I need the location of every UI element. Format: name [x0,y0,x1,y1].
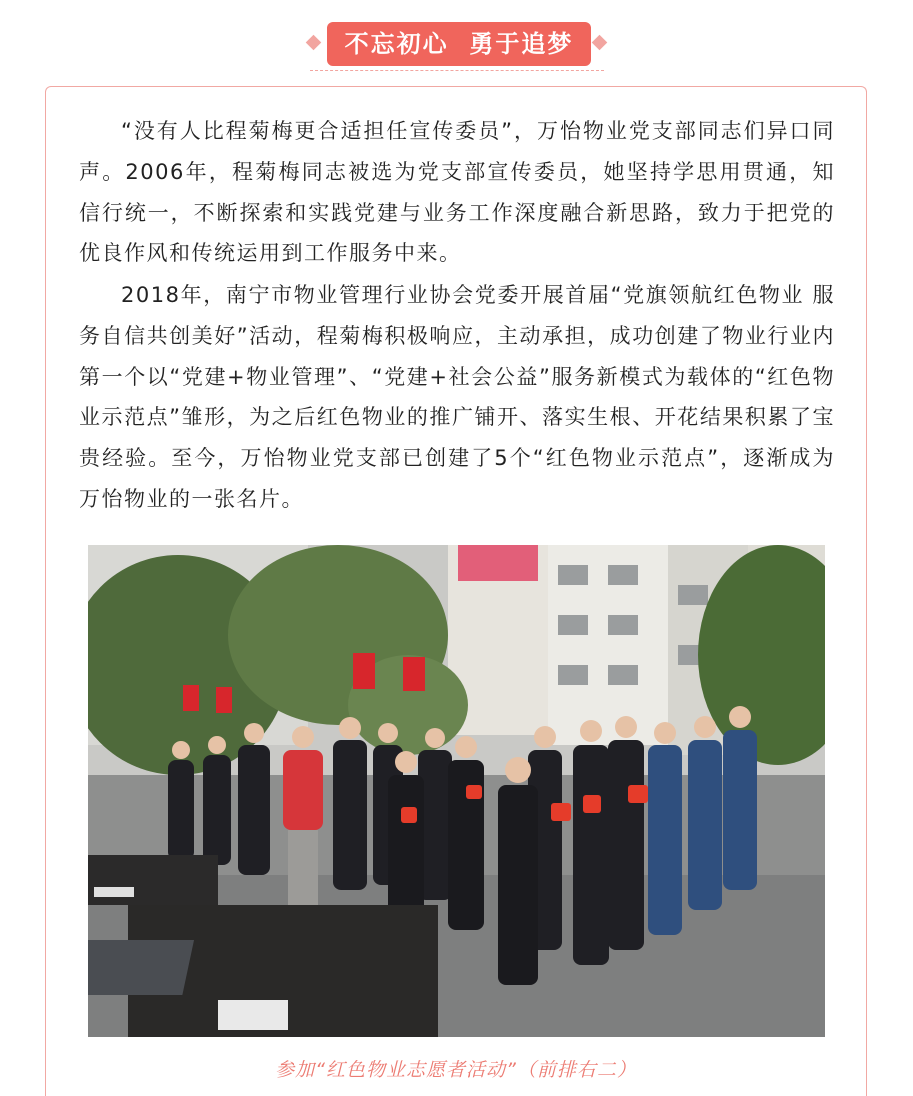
event-photo [88,545,825,1037]
article-card [45,86,867,1096]
event-photo-illustration [88,545,825,1037]
title-divider [310,70,604,71]
article-paragraph-1: “没有人比程菊梅更合适担任宣传委员”，万怡物业党支部同志们异口同声。2006年，程菊梅同志被选为党支部宣传委员，她坚持学思用贯通，知信行统一，不断探索和实践党建与业务工作深度融合新思路，致力于把党的优良作风和传统运用到工作服务中来。 [79,119,835,266]
diamond-right-icon [592,35,608,51]
photo-caption: 参加“红色物业志愿者活动”（前排右二） [275,1059,637,1081]
article-paragraph-2: 2018年，南宁市物业管理行业协会党委开展首届“党旗领航红色物业 服务自信共创美好”活动，程菊梅积极响应，主动承担，成功创建了物业行业内第一个以“党建+物业管理”、“党建+社会公益”服务新模式为载体的“红色物业示范点”雏形，为之后红色物业的推广铺开、落实生根、开花结果积累了宝贵经验。至今，万怡物业党支部已创建了5个“红色物业示范点”，逐渐成为万怡物业的一张名片。 [79,283,835,511]
section-title: 不忘初心 勇于追梦 [327,22,591,66]
section-header [0,22,913,72]
diamond-left-icon [306,35,322,51]
